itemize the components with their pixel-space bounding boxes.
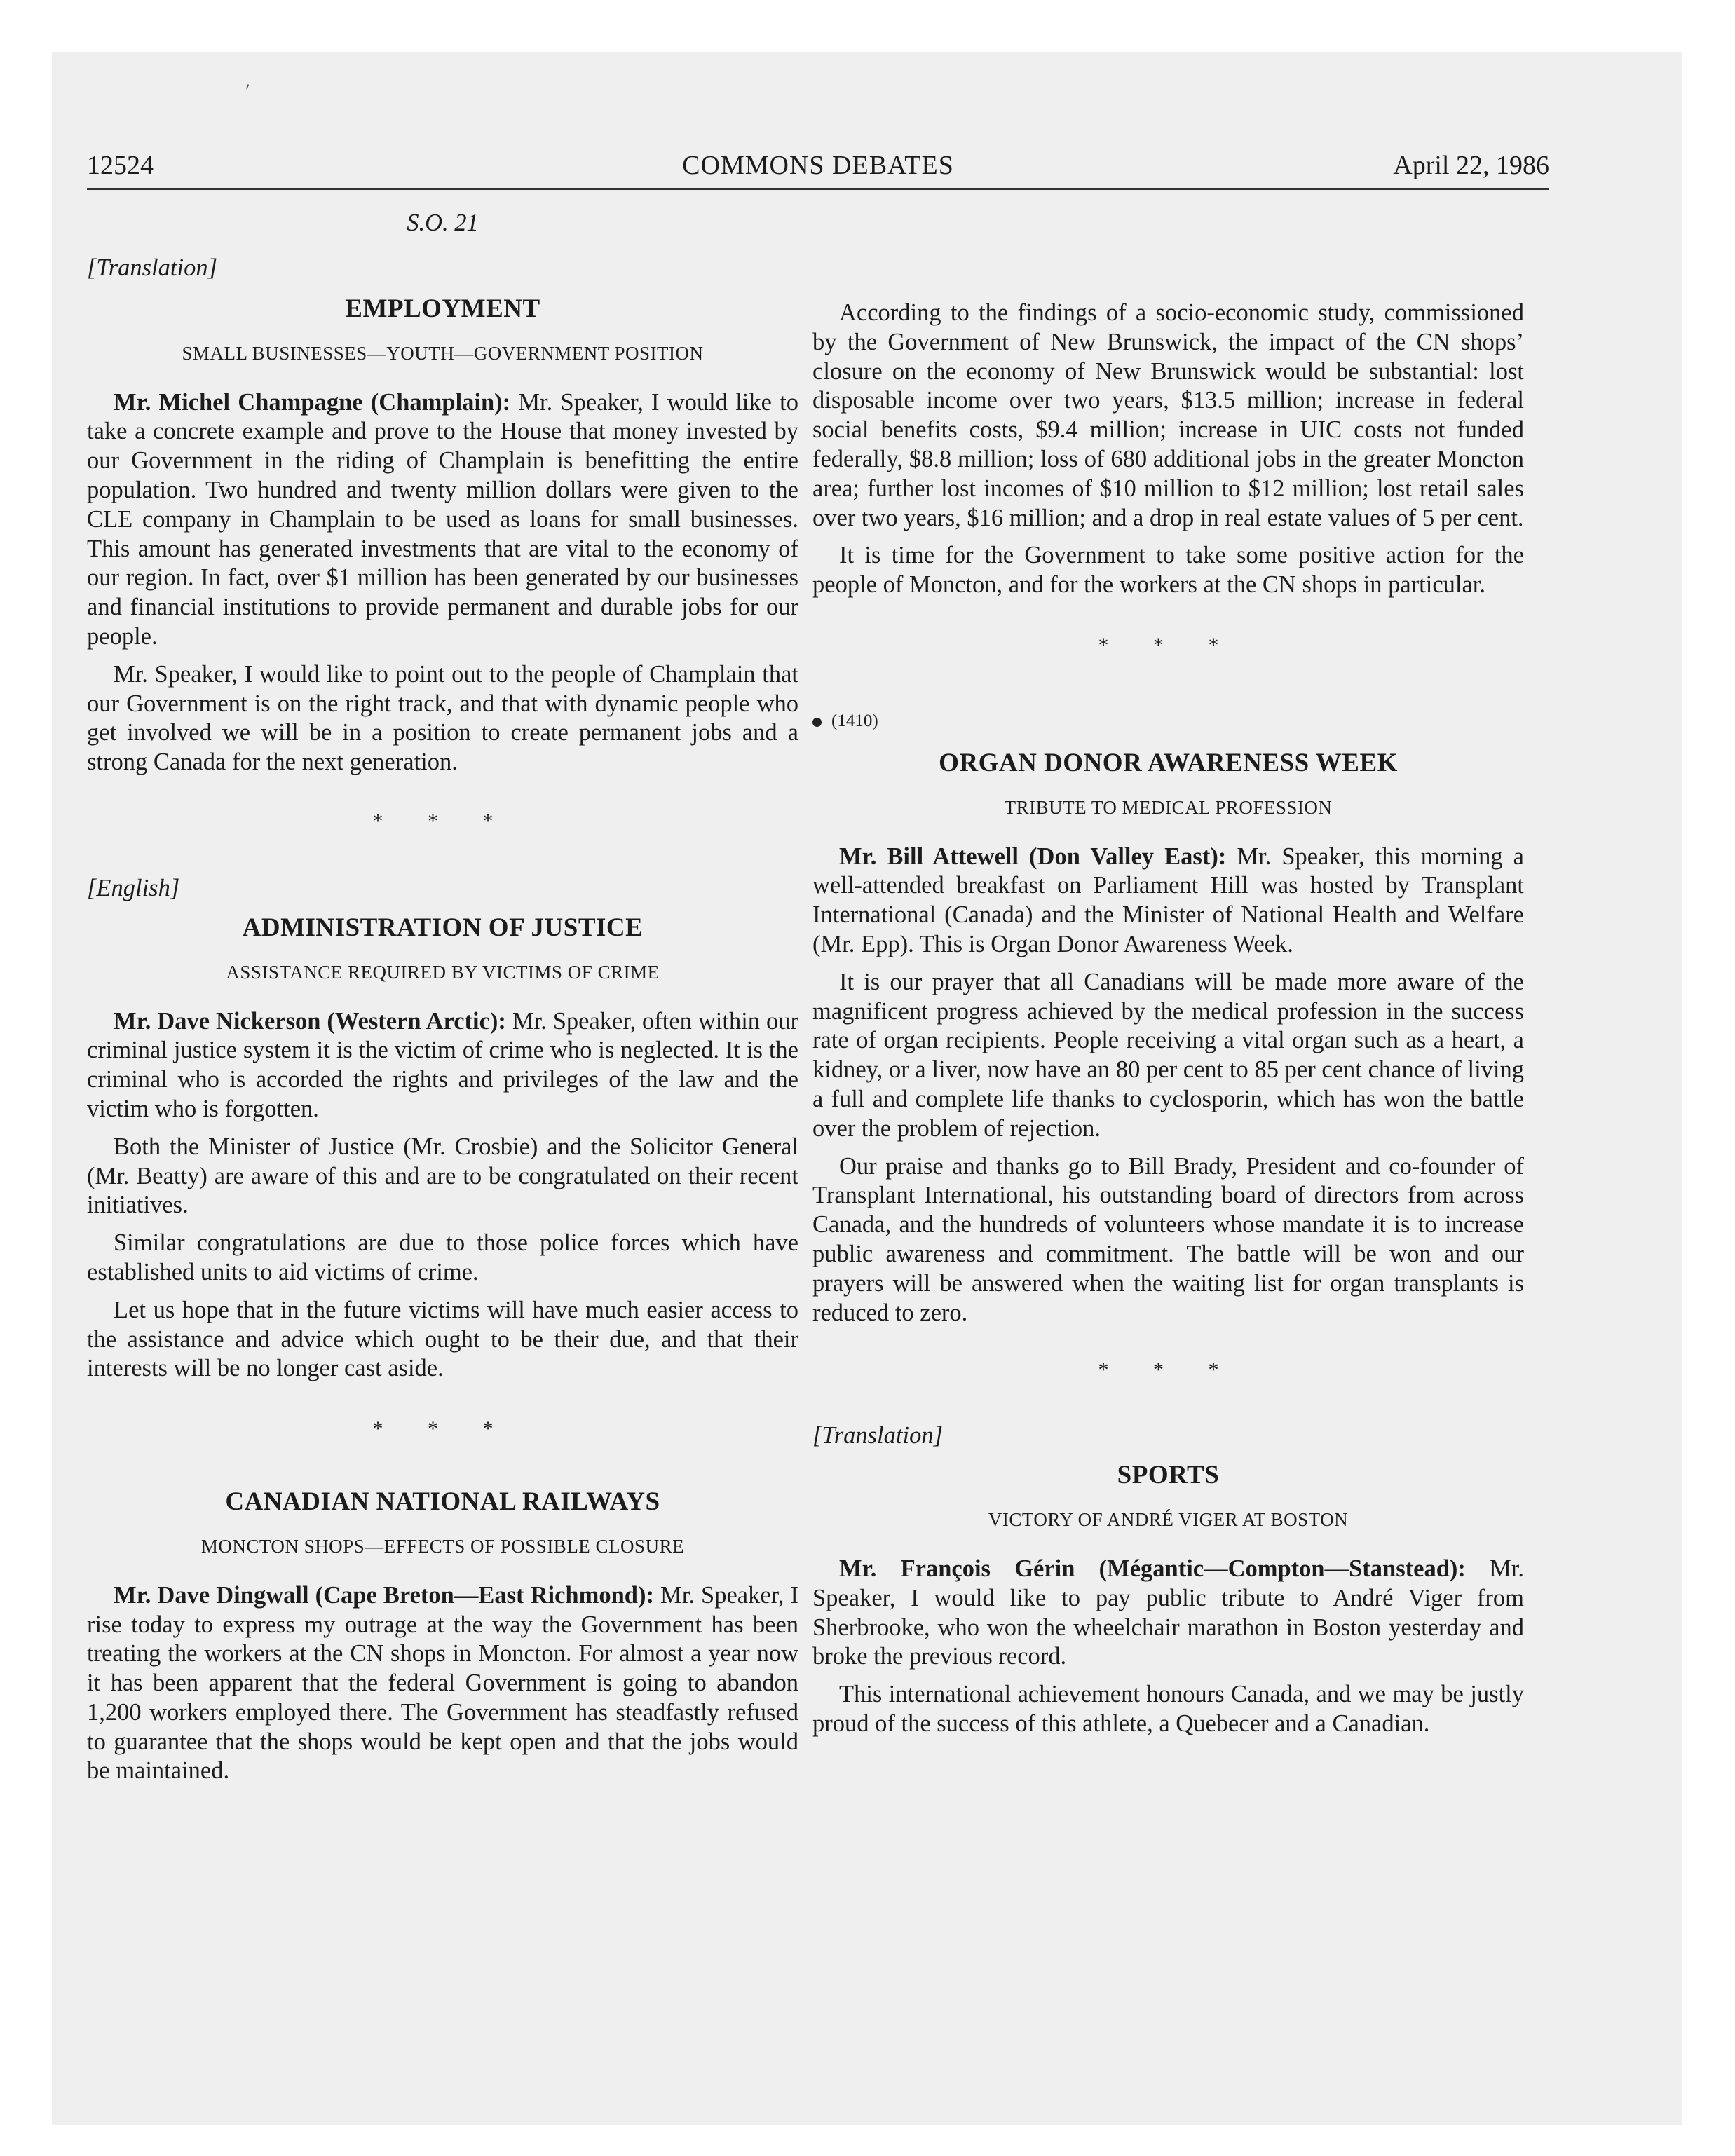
section-separator: * * *	[372, 809, 513, 833]
paragraph: Our praise and thanks go to Bill Brady, President and co-founder of Transplant International, his outstanding board of directors from across Canada, and the hundreds of volunteers whose mandate it is to increase public awareness and commitment. The battle will be won and our prayers will be answered when the waiting list for organ transplants is reduced to zero.	[812, 1152, 1524, 1326]
subheading-railways: MONCTON SHOPS—EFFECTS OF POSSIBLE CLOSURE	[200, 1535, 685, 1557]
heading-employment: EMPLOYMENT	[345, 294, 540, 323]
paragraph: According to the findings of a socio-economic study, commissioned by the Government of New Brunswick, the impact of the CN shops’ closure on the economy of New Brunswick would be substantial: lost disposable income over two years, $13.5 million; increase in federal social benefits costs, $9.4 million; increase in UIC costs not funded federally, $8.8 million; loss of 680 additional jobs in the greater Moncton area; further lost incomes of $10 million to $12 million; lost retail sales over two years, $16 million; and a drop in real estate values of 5 per cent.	[812, 299, 1524, 531]
speaker-name: Mr. Bill Attewell (Don Valley East):	[839, 842, 1227, 870]
section-separator: * * *	[372, 1417, 513, 1441]
heading-railways: CANADIAN NATIONAL RAILWAYS	[225, 1487, 660, 1517]
time-marker: (1410)	[812, 707, 1524, 749]
paragraph: Let us hope that in the future victims will have much easier access to the assistance and advice which ought to be their due, and that their interests will be no longer cast aside.	[87, 1296, 798, 1382]
left-column	[87, 209, 798, 1786]
speaker-name: Mr. Dave Dingwall (Cape Breton—East Richmond):	[114, 1581, 654, 1609]
english-tag: [English]	[87, 874, 180, 901]
paragraph: Mr. François Gérin (Mégantic—Compton—Stanstead): Mr. Speaker, I would like to pay public tribute to André Viger from Sherbrooke, who won the wheelchair marathon in Boston yesterday and broke the previous record.	[812, 1555, 1524, 1670]
translation-tag: [Translation]	[812, 1422, 943, 1449]
paragraph: It is time for the Government to take some positive action for the people of Moncton, and for the workers at the CN shops in particular.	[812, 542, 1524, 599]
page-number: 12524	[87, 151, 154, 180]
subheading-justice: ASSISTANCE REQUIRED BY VICTIMS OF CRIME	[226, 961, 660, 983]
subheading-employment: SMALL BUSINESSES—YOUTH—GOVERNMENT POSITION	[182, 342, 704, 364]
subheading-organ-donor: TRIBUTE TO MEDICAL PROFESSION	[1004, 796, 1333, 818]
speaker-name: Mr. François Gérin (Mégantic—Compton—Stanstead):	[839, 1555, 1466, 1582]
stray-pen-mark: ′	[245, 80, 250, 103]
bullet-icon	[812, 718, 822, 727]
translation-tag: [Translation]	[87, 254, 217, 281]
speaker-name: Mr. Michel Champagne (Champlain):	[114, 388, 511, 416]
heading-organ-donor: ORGAN DONOR AWARENESS WEEK	[939, 748, 1398, 777]
standing-order-label: S.O. 21	[407, 210, 479, 236]
paragraph: Mr. Dave Nickerson (Western Arctic): Mr. Speaker, often within our criminal justice system it is the victim of crime who is neglected. It is the criminal who is accorded the rights and privileges of the law and the victim who is forgotten.	[87, 1007, 798, 1122]
paragraph: It is our prayer that all Canadians will be made more aware of the magnificent progress achieved by the medical profession in the success rate of organ recipients. People receiving a vital organ such as a heart, a kidney, or a liver, now have an 80 per cent to 85 per cent chance of living a full and complete life thanks to cyclosporin, which has won the battle over the problem of rejection.	[812, 968, 1524, 1142]
paragraph: Mr. Michel Champagne (Champlain): Mr. Speaker, I would like to take a concrete example and prove to the House that money invested by our Government in the riding of Champlain is benefitting the entire population. Two hundred and twenty million dollars were given to the CLE company in Champlain to be used as loans for small businesses. This amount has generated investments that are vital to the economy of our region. In fact, over $1 million has been generated by our businesses and financial institutions to provide permanent and durable jobs for our people.	[87, 388, 798, 650]
section-separator: * * *	[1098, 633, 1239, 657]
journal-title: COMMONS DEBATES	[682, 151, 954, 180]
paragraph: Similar congratulations are due to those police forces which have established units to aid victims of crime.	[87, 1229, 798, 1285]
right-column	[812, 209, 1524, 1739]
paragraph: Mr. Speaker, I would like to point out to the people of Champlain that our Government is on the right track, and that with dynamic people who get involved we will be in a position to create permanent jobs and a strong Canada for the next generation.	[87, 660, 798, 776]
section-separator: * * *	[1098, 1358, 1239, 1382]
heading-sports: SPORTS	[1117, 1461, 1220, 1490]
page-header	[87, 149, 1549, 190]
paragraph: Mr. Dave Dingwall (Cape Breton—East Richmond): Mr. Speaker, I rise today to express my outrage at the way the Government has been treating the workers at the CN shops in Moncton. For almost a year now it has been apparent that the federal Government is going to abandon 1,200 workers employed there. The Government has steadfastly refused to guarantee that the shops would be kept open and that the jobs would be maintained.	[87, 1581, 798, 1785]
paragraph: Both the Minister of Justice (Mr. Crosbie) and the Solicitor General (Mr. Beatty) are aware of this and are to be congratulated on their recent initiatives.	[87, 1133, 798, 1219]
paragraph: This international achievement honours Canada, and we may be justly proud of the success of this athlete, a Quebecer and a Canadian.	[812, 1681, 1524, 1737]
speaker-name: Mr. Dave Nickerson (Western Arctic):	[114, 1007, 506, 1035]
header-date: April 22, 1986	[1393, 151, 1549, 180]
heading-justice: ADMINISTRATION OF JUSTICE	[242, 913, 644, 942]
subheading-sports: VICTORY OF ANDRÉ VIGER AT BOSTON	[988, 1509, 1349, 1531]
paragraph: Mr. Bill Attewell (Don Valley East): Mr. Speaker, this morning a well-attended breakfast on Parliament Hill was hosted by Transplant International (Canada) and the Minister of National Health and Welfare (Mr. Epp). This is Organ Donor Awareness Week.	[812, 842, 1524, 957]
